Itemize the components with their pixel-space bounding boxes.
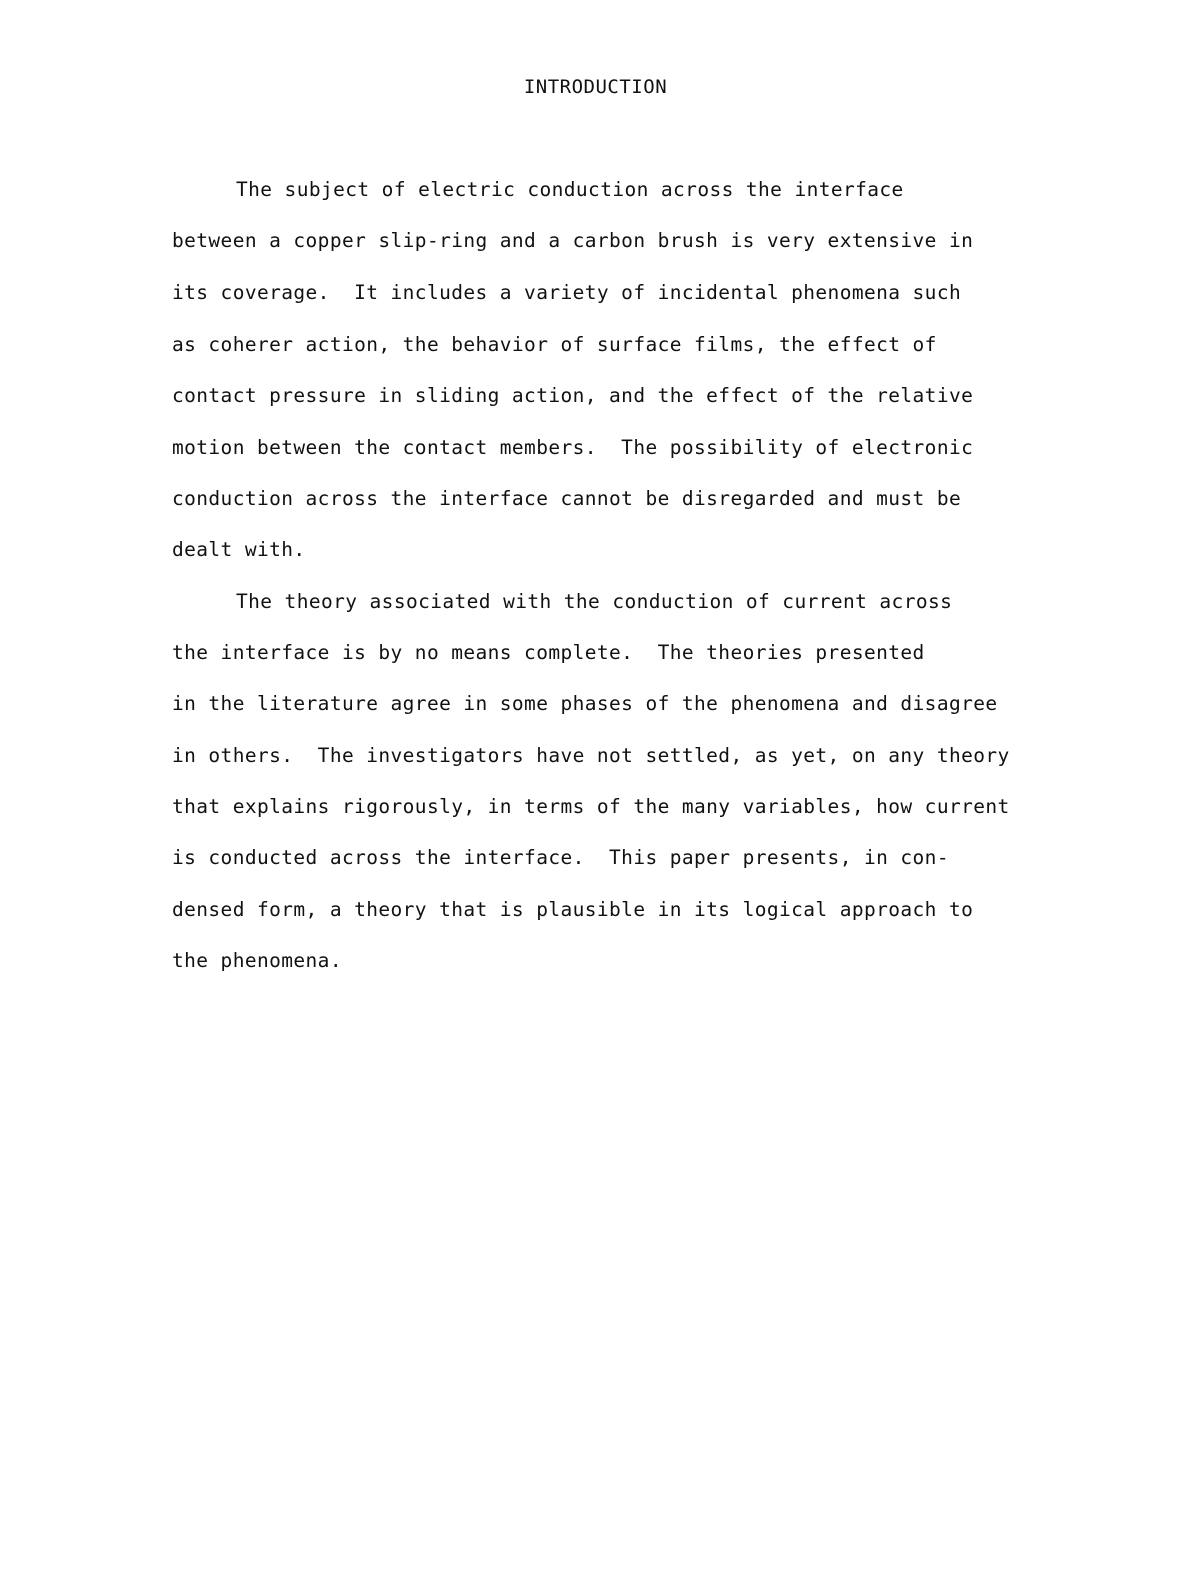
- text-line: densed form, a theory that is plausible in its logical approach to: [172, 898, 974, 921]
- text-line: between a copper slip-ring and a carbon brush is very extensive in: [172, 229, 974, 252]
- text-line: contact pressure in sliding action, and the effect of the relative: [172, 384, 974, 407]
- text-line: the interface is by no means complete. The theories presented: [172, 641, 925, 664]
- text-line: in the literature agree in some phases of the phenomena and disagree: [172, 692, 998, 715]
- text-line: in others. The investigators have not settled, as yet, on any theory: [172, 744, 1010, 767]
- text-line: The subject of electric conduction across the interface: [236, 178, 904, 201]
- text-line: as coherer action, the behavior of surface films, the effect of: [172, 333, 937, 356]
- text-line: that explains rigorously, in terms of the many variables, how current: [172, 795, 1010, 818]
- text-line: is conducted across the interface. This paper presents, in con-: [172, 846, 949, 869]
- text-line: motion between the contact members. The possibility of electronic: [172, 436, 974, 459]
- text-line: dealt with.: [172, 538, 306, 561]
- text-line: conduction across the interface cannot be disregarded and must be: [172, 487, 962, 510]
- page-title: INTRODUCTION: [523, 76, 668, 98]
- text-line: the phenomena.: [172, 949, 342, 972]
- text-line: The theory associated with the conduction of current across: [236, 590, 953, 613]
- text-line: its coverage. It includes a variety of incidental phenomena such: [172, 281, 962, 304]
